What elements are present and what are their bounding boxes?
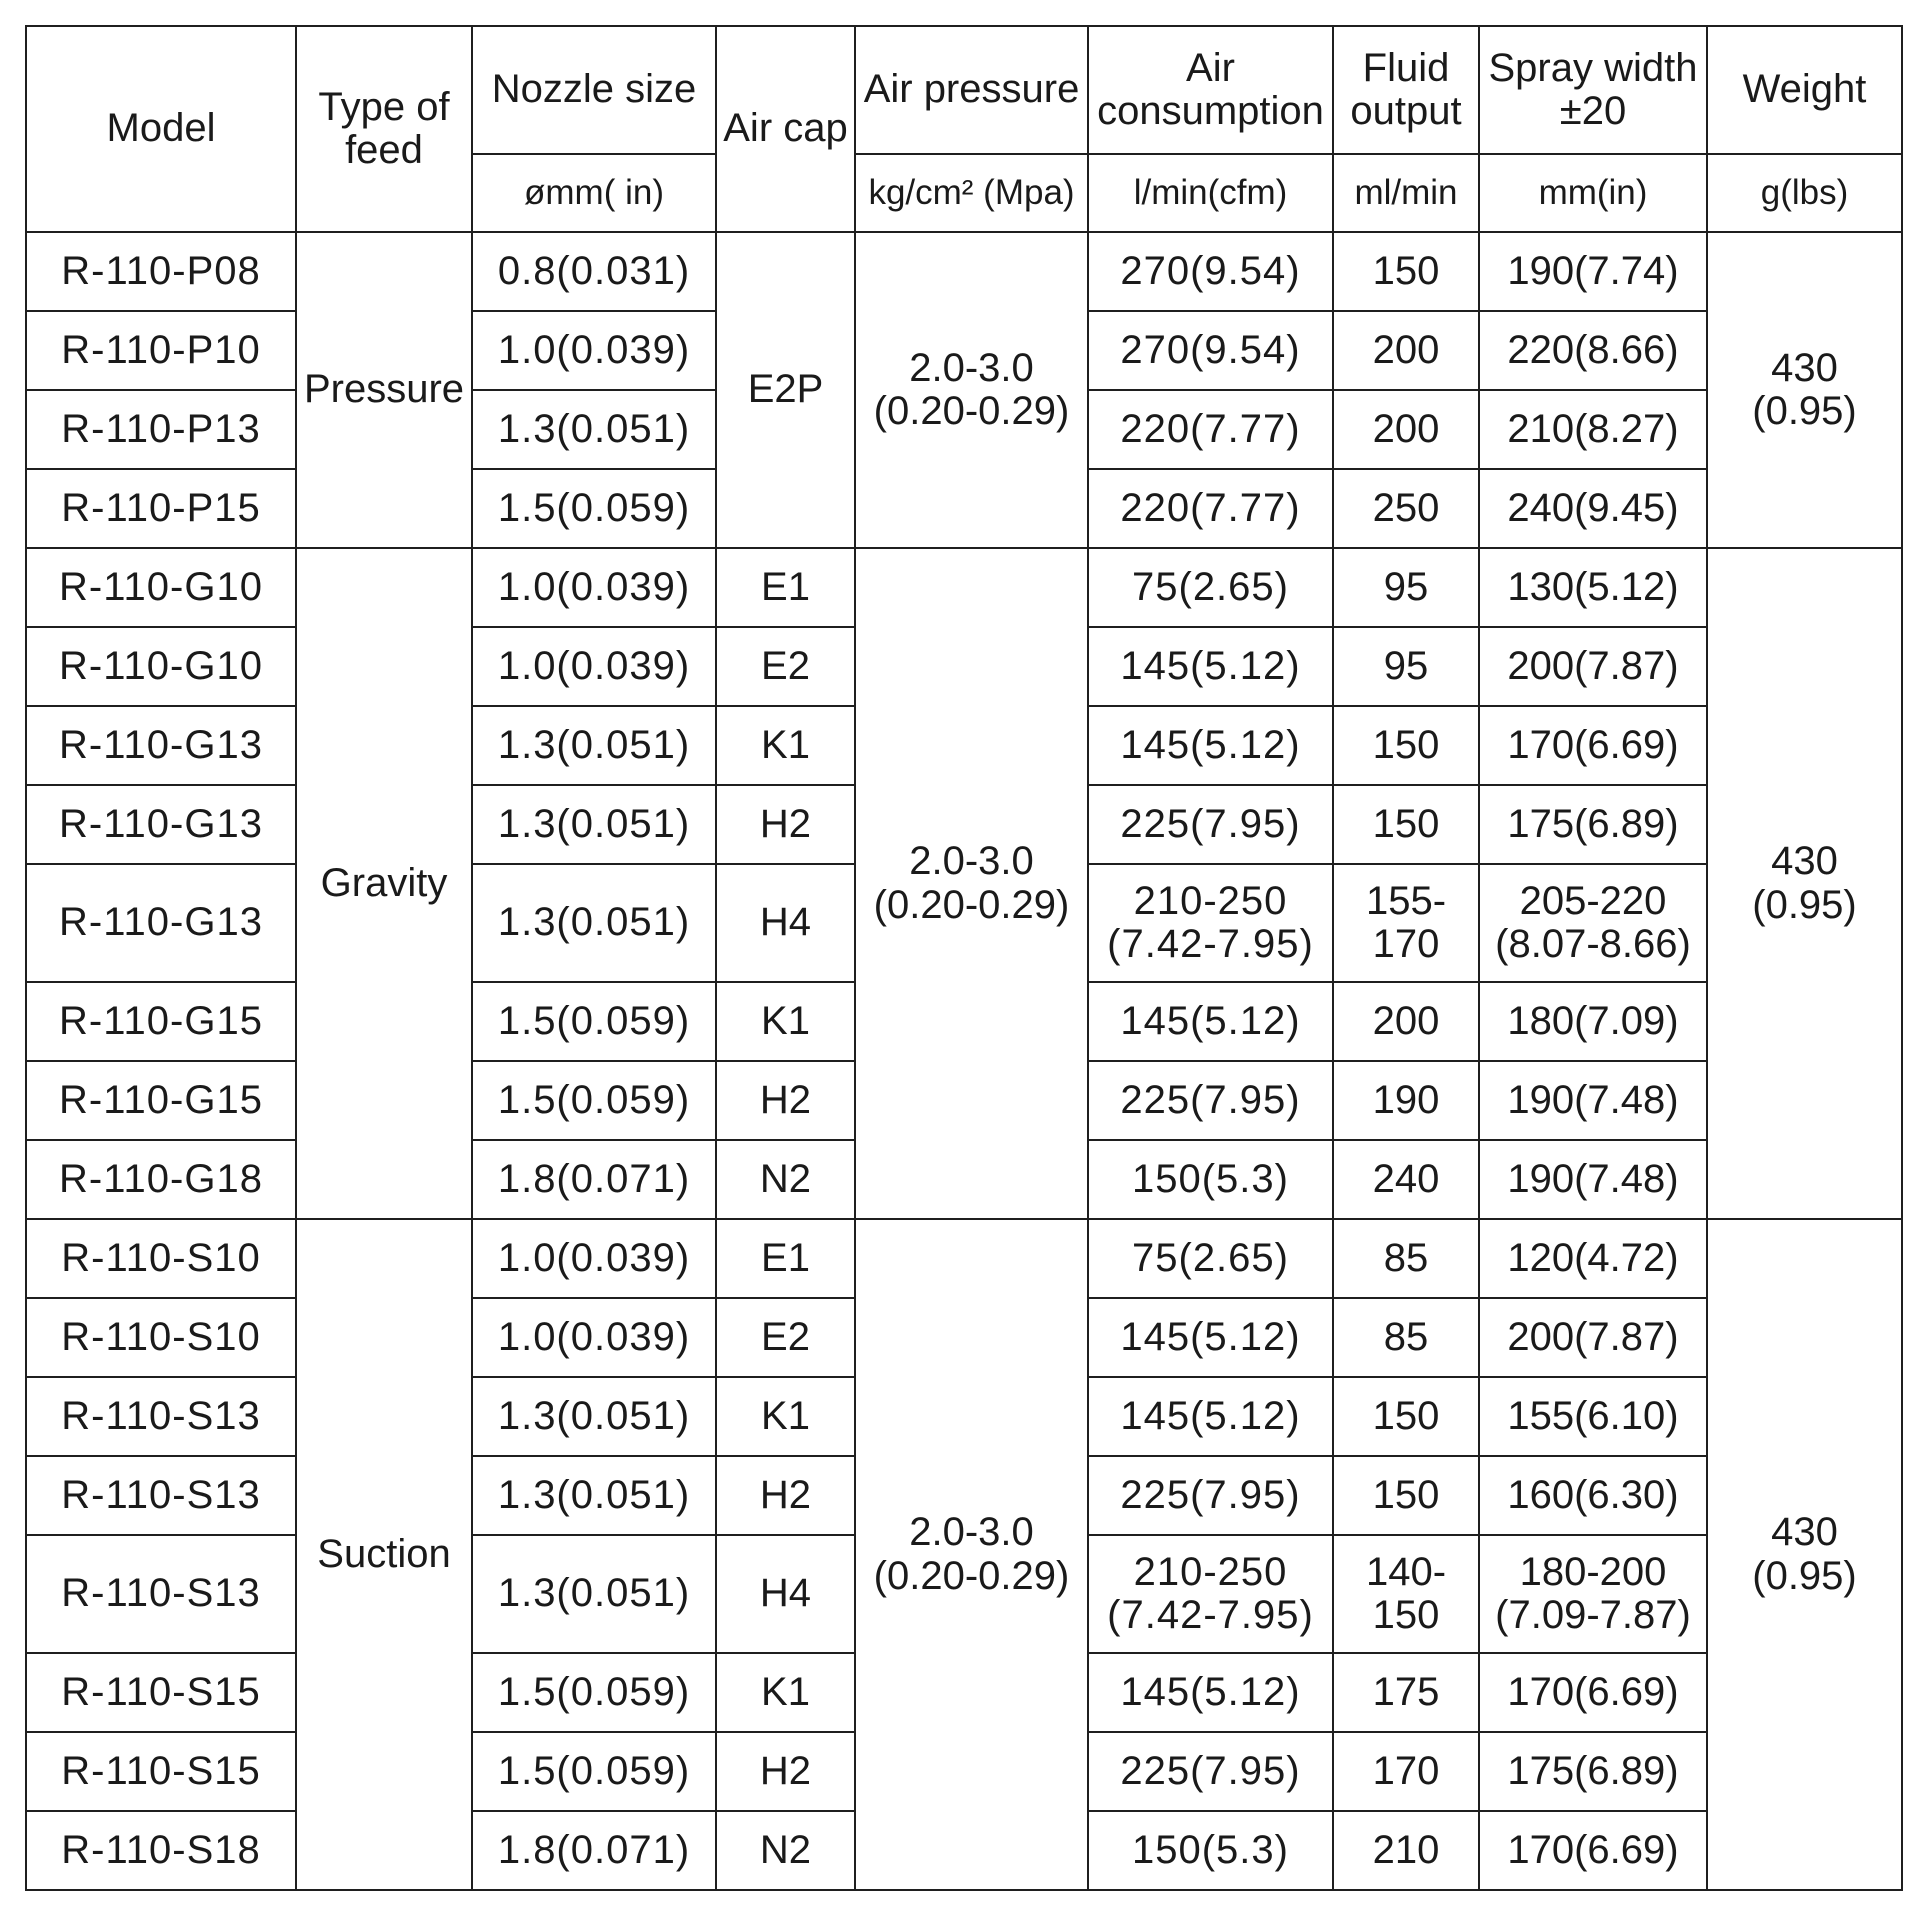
spray-width-cell xyxy=(1479,548,1707,627)
fluid-output-cell xyxy=(1333,785,1479,864)
model-cell xyxy=(26,469,296,548)
nozzle-size-cell xyxy=(472,469,716,548)
model-cell xyxy=(26,1219,296,1298)
air-consumption-cell xyxy=(1088,1456,1333,1535)
nozzle-size-cell-text: 1.5(0.059) xyxy=(497,998,691,1043)
model-cell xyxy=(26,1535,296,1653)
air-consumption-cell-text: 145(5.12) xyxy=(1120,998,1301,1043)
air-consumption-cell xyxy=(1088,627,1333,706)
air-pressure-cell-text: (0.20-0.29) xyxy=(873,1553,1070,1598)
air-cap-cell xyxy=(716,1061,855,1140)
air-cap-cell xyxy=(716,1732,855,1811)
air-cap-cell-text: K1 xyxy=(761,1393,810,1438)
model-cell-text: R-110-P10 xyxy=(61,327,261,372)
air-cap-cell-text: E1 xyxy=(761,564,810,609)
nozzle-size-cell-text: 1.0(0.039) xyxy=(497,327,691,372)
spray-width-cell-text: 175(6.89) xyxy=(1507,1748,1679,1793)
header-air-pressure: Air pressure xyxy=(855,26,1088,154)
nozzle-size-cell-text: 1.5(0.059) xyxy=(497,1748,691,1793)
model-cell xyxy=(26,1811,296,1890)
air-cap-cell-text: E2 xyxy=(761,1314,810,1359)
model-cell xyxy=(26,1653,296,1732)
air-consumption-cell-text: 270(9.54) xyxy=(1120,327,1301,372)
air-cap-cell-text: H2 xyxy=(759,801,812,846)
air-cap-cell-text: E2 xyxy=(761,643,810,688)
model-cell-text: R-110-P08 xyxy=(61,248,261,293)
table-header xyxy=(26,26,1902,232)
fluid-output-cell-text: 200 xyxy=(1372,998,1440,1043)
air-consumption-cell xyxy=(1088,1140,1333,1219)
header-air-consumption: Air consumption xyxy=(1088,26,1333,154)
air-consumption-cell-text: 210-250 xyxy=(1133,878,1288,923)
model-cell-text: R-110-S15 xyxy=(61,1669,261,1714)
feed-type-cell-text: Gravity xyxy=(320,860,448,905)
model-cell-text: R-110-G10 xyxy=(59,564,263,609)
air-cap-cell-text: N2 xyxy=(759,1156,812,1201)
table-body xyxy=(26,232,1902,1890)
fluid-output-cell xyxy=(1333,1140,1479,1219)
fluid-output-cell xyxy=(1333,1298,1479,1377)
air-consumption-cell-text: 145(5.12) xyxy=(1120,1669,1301,1714)
air-cap-cell-text: H4 xyxy=(759,1571,812,1616)
fluid-output-cell-text: 210 xyxy=(1372,1827,1440,1872)
air-consumption-cell xyxy=(1088,1377,1333,1456)
fluid-output-cell xyxy=(1333,390,1479,469)
fluid-output-cell xyxy=(1333,469,1479,548)
unit-fluid-output: ml/min xyxy=(1333,154,1479,232)
air-consumption-cell-text: 220(7.77) xyxy=(1120,406,1301,451)
air-consumption-cell-text: 270(9.54) xyxy=(1120,248,1301,293)
model-cell-text: R-110-S13 xyxy=(61,1393,261,1438)
spray-width-cell xyxy=(1479,390,1707,469)
spray-width-cell xyxy=(1479,1535,1707,1653)
air-cap-cell xyxy=(716,627,855,706)
fluid-output-cell xyxy=(1333,311,1479,390)
nozzle-size-cell-text: 1.3(0.051) xyxy=(497,801,691,846)
fluid-output-cell-text: 140-150 xyxy=(1365,1549,1447,1637)
air-consumption-cell xyxy=(1088,232,1333,311)
spray-width-cell-text: 190(7.48) xyxy=(1507,1077,1679,1122)
air-consumption-cell xyxy=(1088,864,1333,982)
spray-width-cell xyxy=(1479,232,1707,311)
table-row xyxy=(26,232,1902,311)
fluid-output-cell xyxy=(1333,1377,1479,1456)
air-cap-cell-text: K1 xyxy=(761,722,810,767)
fluid-output-cell xyxy=(1333,1061,1479,1140)
air-consumption-cell-text: 150(5.3) xyxy=(1132,1827,1289,1872)
air-cap-cell-text: H4 xyxy=(759,900,812,945)
spray-width-cell-text: 200(7.87) xyxy=(1507,1314,1679,1359)
fluid-output-cell-text: 250 xyxy=(1372,485,1440,530)
model-cell xyxy=(26,864,296,982)
air-cap-cell-text: K1 xyxy=(761,1669,810,1714)
air-consumption-cell-text: (7.42-7.95) xyxy=(1107,922,1314,966)
model-cell xyxy=(26,1456,296,1535)
weight-cell xyxy=(1707,1219,1902,1890)
nozzle-size-cell-text: 1.0(0.039) xyxy=(497,1314,691,1359)
table-row xyxy=(26,1219,1902,1298)
fluid-output-cell xyxy=(1333,548,1479,627)
nozzle-size-cell-text: 1.5(0.059) xyxy=(497,1669,691,1714)
header-nozzle-size: Nozzle size xyxy=(472,26,716,154)
nozzle-size-cell-text: 1.3(0.051) xyxy=(497,900,691,945)
model-cell xyxy=(26,785,296,864)
spray-width-cell-text: 205-220 xyxy=(1519,878,1667,923)
spray-width-cell-text: 190(7.74) xyxy=(1507,248,1679,293)
air-cap-cell xyxy=(716,1219,855,1298)
spray-width-cell xyxy=(1479,1456,1707,1535)
fluid-output-cell-text: 170 xyxy=(1372,1748,1440,1793)
header-model: Model xyxy=(26,26,296,232)
air-cap-cell-text: K1 xyxy=(761,998,810,1043)
air-consumption-cell xyxy=(1088,982,1333,1061)
air-cap-cell xyxy=(716,1811,855,1890)
nozzle-size-cell xyxy=(472,1377,716,1456)
nozzle-size-cell xyxy=(472,706,716,785)
air-consumption-cell-text: 225(7.95) xyxy=(1120,1077,1301,1122)
weight-cell xyxy=(1707,548,1902,1219)
nozzle-size-cell xyxy=(472,1456,716,1535)
air-consumption-cell xyxy=(1088,390,1333,469)
air-consumption-cell-text: 225(7.95) xyxy=(1120,1748,1301,1793)
nozzle-size-cell-text: 0.8(0.031) xyxy=(497,248,691,293)
weight-cell-text: (0.95) xyxy=(1752,882,1857,927)
feed-type-cell-text: Suction xyxy=(317,1531,451,1576)
spray-width-cell-text: 120(4.72) xyxy=(1507,1235,1679,1280)
air-cap-cell xyxy=(716,232,855,548)
fluid-output-cell xyxy=(1333,706,1479,785)
spray-width-cell-text: 155(6.10) xyxy=(1507,1393,1679,1438)
fluid-output-cell xyxy=(1333,1732,1479,1811)
air-consumption-cell-text: 145(5.12) xyxy=(1120,1393,1301,1438)
air-pressure-cell-text: 2.0-3.0 xyxy=(909,839,1034,884)
nozzle-size-cell xyxy=(472,982,716,1061)
air-consumption-cell xyxy=(1088,548,1333,627)
fluid-output-cell-text: 150 xyxy=(1372,1472,1440,1517)
air-consumption-cell xyxy=(1088,1732,1333,1811)
fluid-output-cell xyxy=(1333,864,1479,982)
air-consumption-cell-text: 210-250 xyxy=(1133,1549,1288,1594)
nozzle-size-cell-text: 1.8(0.071) xyxy=(497,1827,691,1872)
spray-width-cell-text: 170(6.69) xyxy=(1507,1827,1679,1872)
air-cap-cell-text: N2 xyxy=(759,1827,812,1872)
air-consumption-cell-text: 75(2.65) xyxy=(1132,1235,1289,1280)
air-consumption-cell xyxy=(1088,706,1333,785)
feed-type-cell xyxy=(296,1219,472,1890)
spray-width-cell-text: 160(6.30) xyxy=(1507,1472,1679,1517)
weight-cell-text: (0.95) xyxy=(1752,389,1857,433)
nozzle-size-cell xyxy=(472,627,716,706)
nozzle-size-cell xyxy=(472,390,716,469)
model-cell-text: R-110-G10 xyxy=(59,643,263,688)
feed-type-cell xyxy=(296,232,472,548)
weight-cell xyxy=(1707,232,1902,548)
model-cell-text: R-110-P13 xyxy=(61,406,261,451)
air-consumption-cell xyxy=(1088,1811,1333,1890)
fluid-output-cell xyxy=(1333,982,1479,1061)
fluid-output-cell-text: 150 xyxy=(1372,722,1440,767)
air-consumption-cell-text: 225(7.95) xyxy=(1120,1472,1301,1517)
air-cap-cell xyxy=(716,1535,855,1653)
weight-cell-text: 430 xyxy=(1771,839,1838,884)
air-cap-cell-text: H2 xyxy=(759,1748,812,1793)
spray-width-cell-text: 170(6.69) xyxy=(1507,1669,1679,1714)
model-cell-text: R-110-S13 xyxy=(61,1472,261,1517)
nozzle-size-cell xyxy=(472,785,716,864)
model-cell-text: R-110-S15 xyxy=(61,1748,261,1793)
air-consumption-cell xyxy=(1088,1535,1333,1653)
air-pressure-cell-text: (0.20-0.29) xyxy=(873,389,1070,433)
spray-width-cell xyxy=(1479,1061,1707,1140)
nozzle-size-cell-text: 1.3(0.051) xyxy=(497,1393,691,1438)
air-consumption-cell-text: 145(5.12) xyxy=(1120,643,1301,688)
model-cell-text: R-110-S13 xyxy=(61,1571,261,1616)
model-cell xyxy=(26,311,296,390)
fluid-output-cell xyxy=(1333,232,1479,311)
model-cell xyxy=(26,1140,296,1219)
nozzle-size-cell-text: 1.3(0.051) xyxy=(497,722,691,767)
model-cell-text: R-110-G15 xyxy=(59,1077,263,1122)
air-cap-cell xyxy=(716,1377,855,1456)
air-consumption-cell-text: 150(5.3) xyxy=(1132,1156,1289,1201)
header-weight: Weight xyxy=(1707,26,1902,154)
nozzle-size-cell xyxy=(472,232,716,311)
air-consumption-cell xyxy=(1088,1061,1333,1140)
spray-width-cell-text: 200(7.87) xyxy=(1507,643,1679,688)
fluid-output-cell xyxy=(1333,1456,1479,1535)
weight-cell-text: (0.95) xyxy=(1752,1553,1857,1598)
nozzle-size-cell xyxy=(472,1732,716,1811)
air-cap-cell xyxy=(716,706,855,785)
air-cap-cell xyxy=(716,864,855,982)
nozzle-size-cell xyxy=(472,1061,716,1140)
spray-width-cell xyxy=(1479,864,1707,982)
nozzle-size-cell-text: 1.0(0.039) xyxy=(497,1235,691,1280)
air-cap-cell-text: H2 xyxy=(759,1077,812,1122)
unit-nozzle-size: ømm( in) xyxy=(472,154,716,232)
air-consumption-cell-text: 145(5.12) xyxy=(1120,1314,1301,1359)
spray-width-cell xyxy=(1479,311,1707,390)
nozzle-size-cell xyxy=(472,548,716,627)
spray-width-cell-text: 180(7.09) xyxy=(1507,998,1679,1043)
unit-air-consumption: l/min(cfm) xyxy=(1088,154,1333,232)
spray-width-cell-text: 240(9.45) xyxy=(1507,485,1679,530)
fluid-output-cell-text: 85 xyxy=(1383,1314,1429,1359)
air-pressure-cell-text: 2.0-3.0 xyxy=(909,345,1034,390)
air-pressure-cell xyxy=(855,548,1088,1219)
spray-width-cell xyxy=(1479,1377,1707,1456)
header-air-cap: Air cap xyxy=(716,26,855,232)
spray-width-cell xyxy=(1479,1140,1707,1219)
weight-cell-text: 430 xyxy=(1771,345,1838,390)
air-cap-cell xyxy=(716,982,855,1061)
fluid-output-cell-text: 150 xyxy=(1372,1393,1440,1438)
nozzle-size-cell-text: 1.3(0.051) xyxy=(497,1472,691,1517)
spray-width-cell xyxy=(1479,1219,1707,1298)
weight-cell-text: 430 xyxy=(1771,1510,1838,1555)
model-cell-text: R-110-G18 xyxy=(59,1156,263,1201)
spray-width-cell-text: (8.07-8.66) xyxy=(1495,922,1691,966)
model-cell xyxy=(26,1061,296,1140)
model-cell xyxy=(26,232,296,311)
nozzle-size-cell xyxy=(472,311,716,390)
nozzle-size-cell-text: 1.0(0.039) xyxy=(497,564,691,609)
spray-width-cell-text: 170(6.69) xyxy=(1507,722,1679,767)
model-cell xyxy=(26,1377,296,1456)
nozzle-size-cell-text: 1.8(0.071) xyxy=(497,1156,691,1201)
fluid-output-cell xyxy=(1333,1219,1479,1298)
model-cell-text: R-110-G15 xyxy=(59,998,263,1043)
fluid-output-cell-text: 150 xyxy=(1372,801,1440,846)
air-cap-cell xyxy=(716,1298,855,1377)
nozzle-size-cell xyxy=(472,1535,716,1653)
header-spray-width: Spray width ±20 xyxy=(1479,26,1707,154)
model-cell-text: R-110-G13 xyxy=(59,801,263,846)
air-consumption-cell xyxy=(1088,1653,1333,1732)
model-cell xyxy=(26,548,296,627)
spray-width-cell xyxy=(1479,1811,1707,1890)
spray-width-cell-text: 180-200 xyxy=(1519,1549,1667,1594)
fluid-output-cell-text: 155-170 xyxy=(1365,878,1447,966)
model-cell-text: R-110-S10 xyxy=(61,1314,261,1359)
air-consumption-cell xyxy=(1088,469,1333,548)
model-cell-text: R-110-G13 xyxy=(59,722,263,767)
spray-width-cell xyxy=(1479,785,1707,864)
unit-spray-width: mm(in) xyxy=(1479,154,1707,232)
air-consumption-cell-text: 220(7.77) xyxy=(1120,485,1301,530)
nozzle-size-cell-text: 1.5(0.059) xyxy=(497,485,691,530)
air-cap-cell-text: H2 xyxy=(759,1472,812,1517)
air-consumption-cell-text: 145(5.12) xyxy=(1120,722,1301,767)
nozzle-size-cell xyxy=(472,1140,716,1219)
header-fluid-output: Fluid output xyxy=(1333,26,1479,154)
nozzle-size-cell xyxy=(472,1298,716,1377)
air-consumption-cell-text: (7.42-7.95) xyxy=(1107,1593,1314,1637)
model-cell xyxy=(26,982,296,1061)
table-row xyxy=(26,548,1902,627)
fluid-output-cell xyxy=(1333,1811,1479,1890)
spray-width-cell-text: 220(8.66) xyxy=(1507,327,1679,372)
unit-air-pressure: kg/cm² (Mpa) xyxy=(855,154,1088,232)
air-consumption-cell-text: 75(2.65) xyxy=(1132,564,1289,609)
model-cell xyxy=(26,1732,296,1811)
header-type-of-feed: Type of feed xyxy=(296,26,472,232)
model-cell-text: R-110-S10 xyxy=(61,1235,261,1280)
fluid-output-cell-text: 175 xyxy=(1372,1669,1440,1714)
nozzle-size-cell xyxy=(472,1653,716,1732)
fluid-output-cell-text: 95 xyxy=(1383,564,1429,609)
air-cap-cell-text: E2P xyxy=(747,367,824,412)
air-consumption-cell xyxy=(1088,1219,1333,1298)
air-cap-cell xyxy=(716,785,855,864)
model-cell xyxy=(26,390,296,469)
nozzle-size-cell-text: 1.3(0.051) xyxy=(497,1571,691,1616)
spray-width-cell-text: 130(5.12) xyxy=(1507,564,1679,609)
fluid-output-cell xyxy=(1333,627,1479,706)
air-cap-cell xyxy=(716,1456,855,1535)
spray-width-cell-text: 190(7.48) xyxy=(1507,1156,1679,1201)
air-consumption-cell xyxy=(1088,1298,1333,1377)
fluid-output-cell-text: 240 xyxy=(1372,1156,1440,1201)
model-cell xyxy=(26,706,296,785)
air-pressure-cell-text: 2.0-3.0 xyxy=(909,1510,1034,1555)
model-cell xyxy=(26,1298,296,1377)
spray-width-cell-text: 210(8.27) xyxy=(1507,406,1679,451)
air-cap-cell-text: E1 xyxy=(761,1235,810,1280)
model-cell-text: R-110-P15 xyxy=(61,485,261,530)
model-cell-text: R-110-S18 xyxy=(61,1827,261,1872)
nozzle-size-cell xyxy=(472,1219,716,1298)
air-consumption-cell xyxy=(1088,311,1333,390)
air-pressure-cell-text: (0.20-0.29) xyxy=(873,882,1070,927)
fluid-output-cell xyxy=(1333,1535,1479,1653)
model-cell-text: R-110-G13 xyxy=(59,900,263,945)
spray-width-cell xyxy=(1479,1653,1707,1732)
nozzle-size-cell-text: 1.3(0.051) xyxy=(497,406,691,451)
fluid-output-cell-text: 190 xyxy=(1372,1077,1440,1122)
air-cap-cell xyxy=(716,1653,855,1732)
fluid-output-cell-text: 150 xyxy=(1372,248,1440,293)
spray-width-cell xyxy=(1479,706,1707,785)
nozzle-size-cell-text: 1.0(0.039) xyxy=(497,643,691,688)
spray-width-cell-text: (7.09-7.87) xyxy=(1495,1593,1691,1637)
spray-width-cell xyxy=(1479,627,1707,706)
air-pressure-cell xyxy=(855,232,1088,548)
unit-weight: g(lbs) xyxy=(1707,154,1902,232)
model-cell xyxy=(26,627,296,706)
spray-width-cell xyxy=(1479,1298,1707,1377)
fluid-output-cell-text: 85 xyxy=(1383,1235,1429,1280)
fluid-output-cell-text: 200 xyxy=(1372,327,1440,372)
spray-width-cell-text: 175(6.89) xyxy=(1507,801,1679,846)
fluid-output-cell xyxy=(1333,1653,1479,1732)
air-pressure-cell xyxy=(855,1219,1088,1890)
air-cap-cell xyxy=(716,548,855,627)
fluid-output-cell-text: 95 xyxy=(1383,643,1429,688)
nozzle-size-cell xyxy=(472,1811,716,1890)
air-cap-cell xyxy=(716,1140,855,1219)
feed-type-cell xyxy=(296,548,472,1219)
nozzle-size-cell xyxy=(472,864,716,982)
spray-width-cell xyxy=(1479,1732,1707,1811)
spray-width-cell xyxy=(1479,469,1707,548)
fluid-output-cell-text: 200 xyxy=(1372,406,1440,451)
feed-type-cell-text: Pressure xyxy=(303,367,465,412)
spray-width-cell xyxy=(1479,982,1707,1061)
nozzle-size-cell-text: 1.5(0.059) xyxy=(497,1077,691,1122)
spec-table xyxy=(25,25,1903,1891)
air-consumption-cell xyxy=(1088,785,1333,864)
air-consumption-cell-text: 225(7.95) xyxy=(1120,801,1301,846)
